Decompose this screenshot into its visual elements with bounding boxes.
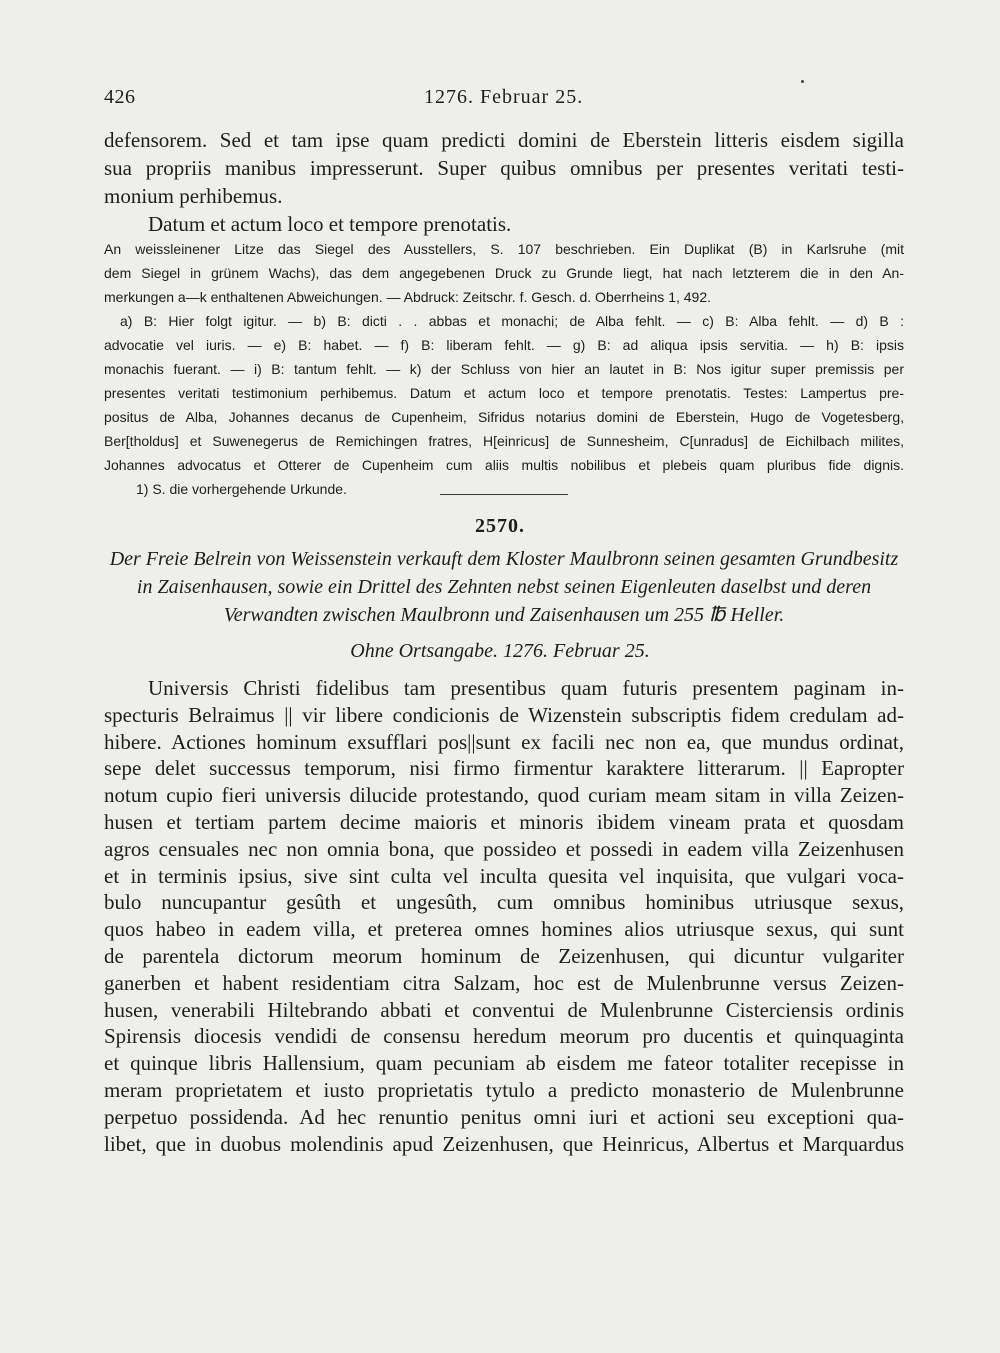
text-line: perpetuo possidenda. Ad hec renuntio penitus omni iuri et actioni seu exceptioni qua- — [104, 1104, 904, 1129]
note-line: Johannes advocatus et Otterer de Cupenheim cum aliis multis nobilibus et plebeis quam pluribus fide dignis. — [104, 457, 904, 473]
separator-rule — [440, 494, 568, 495]
regest-line: Verwandten zwischen Maulbronn und Zaisenhausen um 255 ℔ Heller. — [223, 604, 785, 626]
page-number: 426 — [104, 86, 136, 108]
note-line: merkungen a—k enthaltenen Abweichungen. — Abdruck: Zeitschr. f. Gesch. d. Oberrheins 1, 492. — [104, 289, 712, 305]
regest-line: in Zaisenhausen, sowie ein Drittel des Zehnten nebst seinen Eigenleuten daselbst und deren — [136, 576, 872, 598]
text-line: husen, venerabili Hiltebrando abbati et conventui de Mulenbrunne Cisterciensis ordinis — [104, 997, 904, 1022]
text-line: Spirensis diocesis vendidi de consensu heredum meorum pro ducentis et quinquaginta — [104, 1024, 904, 1049]
note-line: monachis fuerant. — i) B: tantum fehlt. — k) der Schluss von hier an lautet in B: Nos igitur super premissis per — [104, 361, 904, 377]
note-line: An weissleinener Litze das Siegel des Ausstellers, S. 107 beschrieben. Ein Duplikat (B) in Karlsruhe (mit — [104, 241, 904, 257]
note-line: a) B: Hier folgt igitur. — b) B: dicti . . abbas et monachi; de Alba fehlt. — c) B: Alba fehlt. — d) B : — [120, 313, 904, 329]
text-line: monium perhibemus. — [104, 184, 283, 208]
note-line: presentes veritati testimonium perhibemus. Datum et actum loco et tempore prenotatis. Testes: Lampertus pre- — [104, 385, 904, 401]
text-line: Universis Christi fidelibus tam presentibus quam futuris presentem paginam in- — [148, 676, 904, 700]
text-line: meram proprietatem et iusto proprietatis tytulo a predicto monasterio de Mulenbrunne — [104, 1078, 904, 1102]
text-line: quos habeo in eadem villa, et preterea omnes homines alios utriusque sexus, qui sunt — [104, 917, 904, 942]
footnote-line: 1) S. die vorhergehende Urkunde. — [136, 481, 347, 497]
page-header — [104, 86, 904, 116]
text-line: husen et tertiam partem decime maioris et minoris ibidem vineam prata et quosdam — [104, 810, 904, 834]
regest-line: Der Freie Belrein von Weissenstein verkauft dem Kloster Maulbronn seinen gesamten Grundbesitz — [109, 548, 899, 570]
note-line: Ber[tholdus] et Suwenegerus de Remichingen fratres, H[einricus] de Sunnesheim, C[unradus] de Eichilbach milites, — [104, 433, 904, 449]
text-line: notum cupio fieri universis dilucide protestando, quod curiam meam sitam in villa Zeizen- — [104, 783, 904, 808]
note-line: dem Siegel in grünem Wachs), das dem angegebenen Druck zu Grunde liegt, hat nach letzterem die in den An- — [104, 265, 904, 281]
text-line: sua propriis manibus impresserunt. Super quibus omnibus per presentes veritati testi- — [104, 156, 904, 180]
text-line: libet, que in duobus molendinis apud Zeizenhusen, que Heinricus, Albertus et Marquardus — [104, 1131, 904, 1156]
text-line: sepe delet successus temporum, nisi firmo firmentur karaktere litterarum. || Eapropter — [104, 756, 904, 781]
text-line: specturis Belraimus || vir libere condicionis de Wizenstein subscriptis fidem credulam ad- — [104, 702, 904, 727]
print-speck — [801, 80, 804, 83]
text-line: bulo nuncupantur gesûth et ungesûth, cum omnibus hominibus utriusque sexus, — [104, 890, 904, 915]
text-line: hibere. Actiones hominum exsufflari pos||sunt ex facili nec non ea, que mundus ordinat, — [104, 729, 904, 754]
text-line: et quinque libris Hallensium, quam pecuniam ab eisdem me fateor totaliter recepisse in — [104, 1051, 904, 1076]
text-line: defensorem. Sed et tam ipse quam predicti domini de Eberstein litteris eisdem sigilla — [104, 128, 904, 152]
text-line: ganerben et habent residentiam citra Salzam, hoc est de Mulenbrunne versus Zeizen- — [104, 970, 904, 995]
running-title: 1276. Februar 25. — [424, 86, 584, 108]
document-number: 2570. — [475, 515, 525, 537]
note-line: positus de Alba, Johannes decanus de Cupenheim, Sifridus notarius domini de Eberstein, Hugo de Vogetesberg, — [104, 409, 904, 425]
datum-line: Datum et actum loco et tempore prenotatis. — [148, 212, 512, 236]
date-line: Ohne Ortsangabe. 1276. Februar 25. — [350, 640, 650, 662]
text-line: et in terminis ipsius, sive sint culta vel inculta quesita vel inquisita, que vulgari voca- — [104, 863, 904, 888]
text-line: de parentela dictorum meorum hominum de Zeizenhusen, qui dicuntur vulgariter — [104, 944, 904, 968]
text-line: agros censuales nec non omnia bona, que possideo et possedi in eadem villa Zeizenhusen — [104, 836, 904, 861]
note-line: advocatie vel iuris. — e) B: habet. — f) B: liberam fehlt. — g) B: ad aliqua ipsis servitia. — h) B: ipsis — [104, 337, 904, 353]
